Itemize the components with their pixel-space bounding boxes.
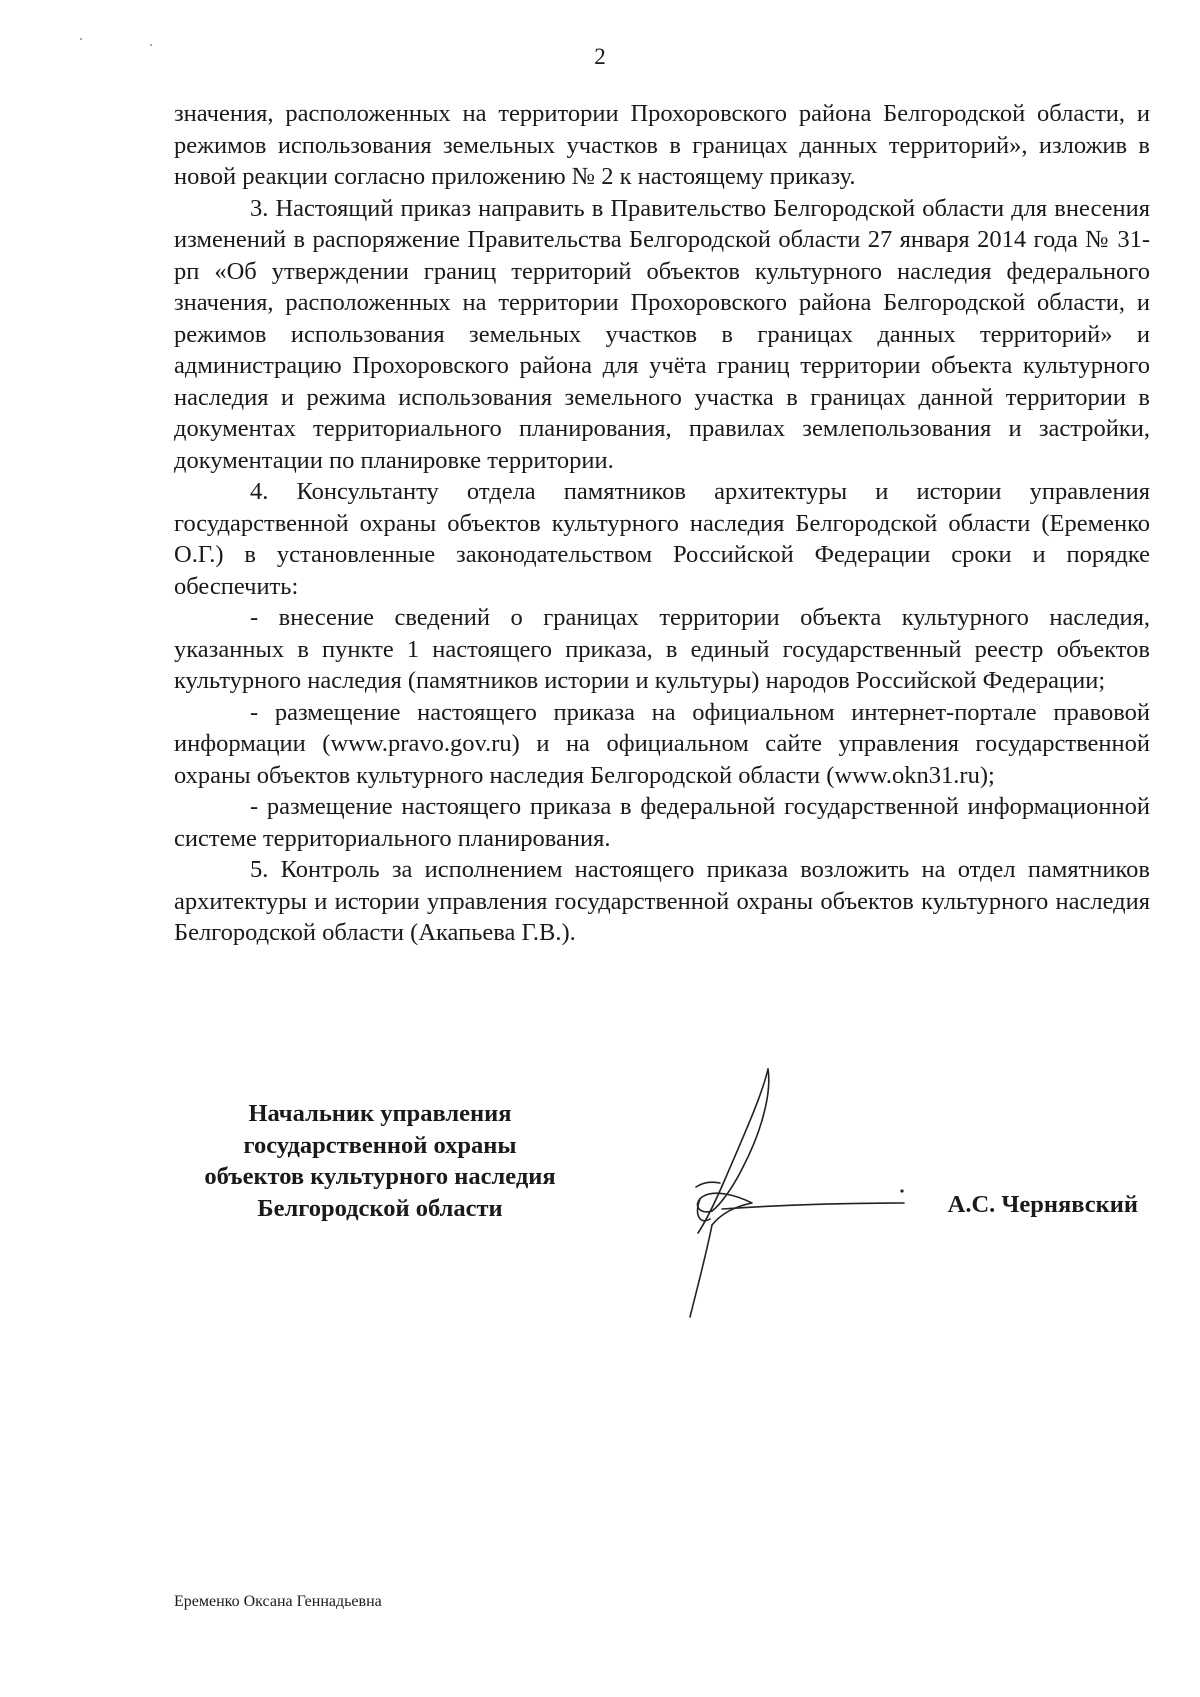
page-number: 2 (594, 44, 606, 69)
paragraph-item-3: 3. Настоящий приказ направить в Правительство Белгородской области для внесения изменений в распоряжение Правительства Белгородской области 27 января 2014 года № 31-рп «Об утверждении границ территорий объектов культурного наследия федерального значения, расположенных на территории Прохоровского района Белгородской области, и режимов использования земельных участков в границах данных территорий» и администрацию Прохоровского района для учёта границ территории объекта культурного наследия и режима использования земельного участка в границах данной территории в документах территориального планирования, правилах землепользования и застройки, документации по планировке территории. (174, 194, 1150, 474)
signatory-title-line: Белгородской области (257, 1194, 503, 1222)
paragraph-subitem-registry: - внесение сведений о границах территории объекта культурного наследия, указанных в пункте 1 настоящего приказа, в единый государственный реестр объектов культурного наследия (памятников истории и культуры) народов Российской Федерации; (174, 604, 1150, 694)
footer-author: Еременко Оксана Геннадьевна (174, 1593, 382, 1610)
scan-speck (150, 44, 152, 46)
document-body (174, 98, 1150, 949)
paragraph-continuation: значения, расположенных на территории Прохоровского района Белгородской области, и режимов использования земельных участков в границах данных территорий», изложив в новой реакции согласно приложению № 2 к настоящему приказу. (174, 100, 1150, 190)
signatory-title-line: Начальник управления (248, 1100, 512, 1127)
paragraph-item-4: 4. Консультанту отдела памятников архитектуры и истории управления государственной охраны объектов культурного наследия Белгородской области (Еременко О.Г.) в установленные законодательством Российской Федерации сроки и порядке обеспечить: (174, 478, 1150, 600)
scan-speck (80, 38, 82, 40)
paragraph-subitem-fgis: - размещение настоящего приказа в федеральной государственной информационной системе территориального планирования. (174, 793, 1150, 852)
handwritten-signature (640, 1065, 920, 1325)
signatory-name: А.С. Чернявский (947, 1191, 1138, 1218)
signatory-title (170, 1098, 590, 1224)
paragraph-subitem-publication: - размещение настоящего приказа на официальном интернет-портале правовой информации (www.pravo.gov.ru) и на официальном сайте управления государственной охраны объектов культурного наследия Белгородской области (www.okn31.ru); (174, 698, 1150, 789)
paragraph-item-5: 5. Контроль за исполнением настоящего приказа возложить на отдел памятников архитектуры и истории управления государственной охраны объектов культурного наследия Белгородской области (Акапьева Г.В.). (174, 856, 1150, 946)
signatory-title-line: объектов культурного наследия (204, 1163, 556, 1190)
signatory-title-line: государственной охраны (243, 1131, 517, 1159)
